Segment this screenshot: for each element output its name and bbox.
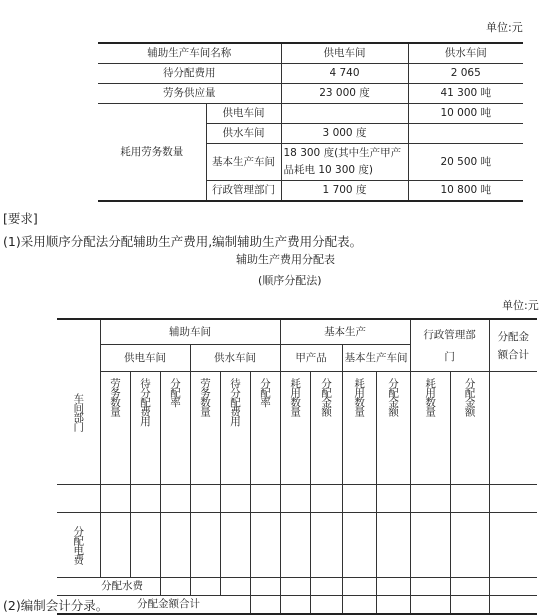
cell <box>342 513 376 578</box>
table2-title: 辅助生产费用分配表 <box>236 253 335 266</box>
cell <box>410 596 450 615</box>
cell <box>281 104 408 124</box>
cell <box>280 578 310 596</box>
row-label: 分配金额合计 <box>57 596 250 615</box>
col-header-text: 耗用数量 <box>424 378 437 417</box>
table-row <box>57 596 537 615</box>
cell <box>489 485 537 513</box>
aux-group-header: 辅助车间 <box>100 319 280 345</box>
cell <box>450 596 489 615</box>
cell <box>220 513 250 578</box>
dept-cell: 供水车间 <box>206 124 281 144</box>
cell: 10 000 吨 <box>408 104 523 124</box>
header-cell: 供电车间 <box>281 43 408 64</box>
table-row <box>57 513 537 578</box>
cell <box>450 513 489 578</box>
col-header-text: 分配金额 <box>463 378 476 417</box>
cell <box>410 485 450 513</box>
header-cell: 供水车间 <box>408 43 523 64</box>
cell: 10 800 吨 <box>408 181 523 202</box>
cell: 3 000 度 <box>281 124 408 144</box>
dept-cell: 供电车间 <box>206 104 281 124</box>
col-header-text: 分配率 <box>259 378 272 407</box>
cell <box>130 485 160 513</box>
cell <box>376 513 410 578</box>
col-header-text: 待分配费用 <box>229 378 241 426</box>
cell <box>310 485 342 513</box>
col-header <box>489 372 537 485</box>
elec-group-header: 供电车间 <box>100 345 190 372</box>
cell <box>450 485 489 513</box>
cell <box>130 513 160 578</box>
cell <box>160 513 190 578</box>
table-row <box>98 104 523 124</box>
cell <box>376 578 410 596</box>
col-header <box>100 372 130 485</box>
row-label: 分配水费 <box>57 578 160 596</box>
cell <box>376 596 410 615</box>
product-a-header: 甲产品 <box>280 345 342 372</box>
table-row <box>57 485 537 513</box>
row-label-text: 分配电费 <box>72 526 85 564</box>
cell: 41 300 吨 <box>408 84 523 104</box>
admin-header: 行政管理部门 <box>410 319 489 372</box>
col-header <box>376 372 410 485</box>
col-header <box>310 372 342 485</box>
table-row <box>98 84 523 104</box>
basic-group-header: 基本生产 <box>280 319 410 345</box>
row-label: 待分配费用 <box>98 64 281 84</box>
cell <box>160 485 190 513</box>
cell <box>100 513 130 578</box>
cell <box>190 513 220 578</box>
basic-workshop-header: 基本生产车间 <box>342 345 410 372</box>
col-header <box>450 372 489 485</box>
cell <box>100 485 130 513</box>
cell <box>280 513 310 578</box>
cell: 23 000 度 <box>281 84 408 104</box>
cell <box>160 578 190 596</box>
cell <box>250 485 280 513</box>
dept-header <box>57 319 100 485</box>
col-header-text: 分配率 <box>169 378 181 407</box>
cell <box>410 578 450 596</box>
requirement-2: (2)编制会计分录。 <box>3 598 109 613</box>
col-header <box>410 372 450 485</box>
dept-cell: 行政管理部门 <box>206 181 281 202</box>
col-header <box>190 372 220 485</box>
col-header-text: 分配金额 <box>320 378 333 417</box>
col-header <box>220 372 250 485</box>
col-header-text: 耗用数量 <box>353 378 366 417</box>
col-header-text: 待分配费用 <box>139 378 151 426</box>
unit-label-bottom: 单位:元 <box>502 299 539 312</box>
cell: 1 700 度 <box>281 181 408 202</box>
col-header <box>280 372 310 485</box>
row-label <box>57 513 100 578</box>
allocation-table <box>57 318 537 615</box>
table-row <box>57 578 537 596</box>
cell <box>280 485 310 513</box>
requirement-1: (1)采用顺序分配法分配辅助生产费用,编制辅助生产费用分配表。 <box>3 234 363 249</box>
cell <box>310 578 342 596</box>
cell <box>410 513 450 578</box>
cell <box>250 513 280 578</box>
row-label: 耗用劳务数量 <box>98 104 206 202</box>
cell <box>310 596 342 615</box>
col-header <box>130 372 160 485</box>
cell <box>342 485 376 513</box>
cell <box>220 485 250 513</box>
col-header-text: 劳务数量 <box>199 378 211 417</box>
cell: 4 740 <box>281 64 408 84</box>
table-row <box>57 372 537 485</box>
cell: 18 300 度(其中生产甲产品耗电 10 300 度) <box>281 144 408 181</box>
col-header <box>342 372 376 485</box>
cell <box>190 578 220 596</box>
cell <box>489 596 537 615</box>
cell <box>376 485 410 513</box>
cell: 20 500 吨 <box>408 144 523 181</box>
dept-header-text: 车间部门 <box>72 393 85 431</box>
cell <box>280 596 310 615</box>
cell <box>57 485 100 513</box>
cell <box>489 513 537 578</box>
cell <box>450 578 489 596</box>
cell <box>250 596 280 615</box>
table2-subtitle: (顺序分配法) <box>258 274 322 287</box>
cell <box>342 596 376 615</box>
dept-cell: 基本生产车间 <box>206 144 281 181</box>
table-row <box>57 319 537 345</box>
requirement-heading: [要求] <box>3 211 38 226</box>
table-row <box>98 43 523 64</box>
unit-label-top: 单位:元 <box>486 21 523 34</box>
cell <box>310 513 342 578</box>
row-label: 劳务供应量 <box>98 84 281 104</box>
col-header-text: 耗用数量 <box>289 378 302 417</box>
cell <box>250 578 280 596</box>
col-header <box>160 372 190 485</box>
cell <box>220 578 250 596</box>
cell <box>342 578 376 596</box>
col-header <box>250 372 280 485</box>
cell: 2 065 <box>408 64 523 84</box>
labor-data-table <box>98 42 523 202</box>
cell <box>408 124 523 144</box>
cell <box>489 578 537 596</box>
header-cell: 辅助生产车间名称 <box>98 43 281 64</box>
water-group-header: 供水车间 <box>190 345 280 372</box>
total-header: 分配金额合计 <box>489 319 537 372</box>
table-row <box>98 64 523 84</box>
col-header-text: 劳务数量 <box>109 378 121 417</box>
col-header-text: 分配金额 <box>387 378 400 417</box>
cell <box>190 485 220 513</box>
